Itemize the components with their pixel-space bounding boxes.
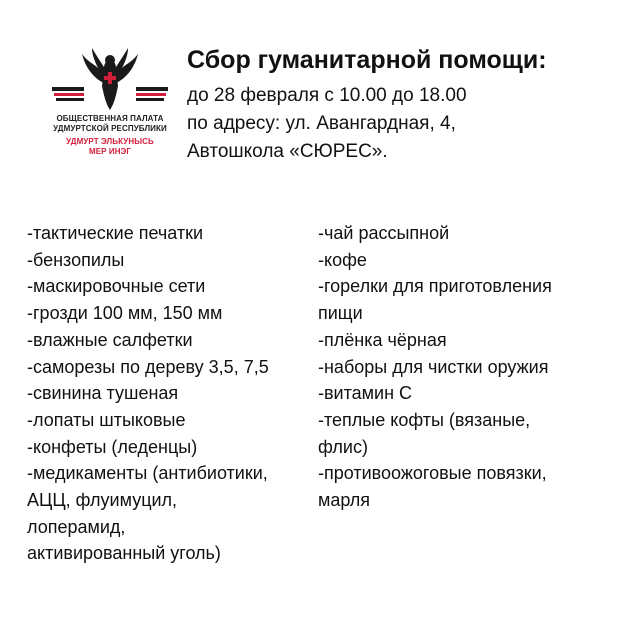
items-list-left (27, 220, 312, 567)
list-item: -маскировочные сети (27, 276, 206, 297)
page-title: Сбор гуманитарной помощи: (187, 46, 547, 74)
list-item: -свинина тушеная (27, 383, 179, 404)
logo-line-4: МЕР ИНЭГ (88, 147, 132, 156)
address-line: по адресу: ул. Авангардная, 4, (187, 113, 456, 134)
logo-line-2: УДМУРТСКОЙ РЕСПУБЛИКИ (53, 124, 167, 133)
list-item: -витамин С (318, 383, 413, 404)
list-item: -грозди 100 мм, 150 мм (27, 303, 223, 324)
header-block (187, 44, 607, 166)
list-item: активированный уголь) (27, 543, 221, 564)
list-item: -лопаты штыковые (27, 409, 186, 430)
list-item: -горелки для приготовления (318, 276, 552, 297)
list-item: -плёнка чёрная (318, 329, 447, 350)
list-item: -противоожоговые повязки, (318, 463, 547, 484)
list-item: пищи (318, 303, 363, 324)
list-item: -теплые кофты (вязаные, (318, 409, 531, 430)
list-item: -медикаменты (антибиотики, (27, 463, 268, 484)
list-item: -саморезы по дереву 3,5, 7,5 (27, 356, 269, 377)
list-item: -влажные салфетки (27, 329, 193, 350)
list-item: АЦЦ, флуимуцил, (27, 490, 178, 511)
list-item: -бензопилы (27, 249, 125, 270)
public-chamber-logo (48, 40, 172, 178)
list-item: флис) (318, 436, 368, 457)
list-item: -конфеты (леденцы) (27, 436, 198, 457)
list-item: -тактические печатки (27, 223, 204, 243)
list-item: -кофе (318, 249, 367, 270)
logo-line-1: ОБЩЕСТВЕННАЯ ПАЛАТА (56, 114, 164, 123)
place-line: Автошкола «СЮРЕС». (187, 141, 388, 162)
eagle-emblem-icon (48, 40, 172, 114)
list-item: -чай рассыпной (318, 223, 450, 243)
logo-line-3: УДМУРТ ЭЛЬКУНЫСЬ (66, 137, 154, 146)
list-item: лоперамид, (27, 516, 126, 537)
items-list-right (318, 220, 603, 514)
list-item: марля (318, 490, 371, 511)
list-item: -наборы для чистки оружия (318, 356, 549, 377)
date-time-line: до 28 февраля с 10.00 до 18.00 (187, 85, 467, 106)
